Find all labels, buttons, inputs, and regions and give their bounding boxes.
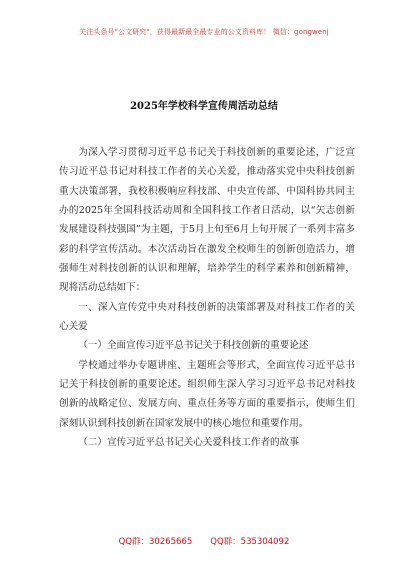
header-banner: 关注头条号"公文研究"，获得最新最全最专业的公文资料库！ 微信：gongwenj xyxy=(79,28,329,36)
footer-contact xyxy=(0,535,408,547)
footer-qq-group-2: QQ群：535304092 xyxy=(210,537,290,547)
section-heading-1: 一、深入宣传党中央对科技创新的决策部署及对科技工作者的关心关爱 xyxy=(59,301,355,333)
document-title: 2025年学校科学宣传周活动总结 xyxy=(130,101,278,112)
subsection-paragraph-1: 学校通过举办专题讲座、主题班会等形式，全面宣传习近平总书记关于科技创新的重要论述。组织师生深入学习习近平总书记对科技创新的战略定位、发展方向、重点任务等方面的重要指示，使师生们深刻认识到科技创新在国家发展中的核心地位和重要作用。 xyxy=(59,359,355,429)
subsection-heading-1: （一）全面宣传习近平总书记关于科技创新的重要论述 xyxy=(78,340,309,352)
intro-paragraph: 为深入学习贯彻习近平总书记关于科技创新的重要论述，广泛宣传习近平总书记对科技工作者的关心关爱，推动落实党中央科技创新重大决策部署，我校积极响应科技部、中央宣传部、中国科协共同主办的2025年全国科技活动周和全国科技工作者日活动，以“矢志创新发展建设科技强国”为主题，于5月上旬至6月上旬开展了一系列丰富多彩的科学宣传活动。本次活动旨在激发全校师生的创新创造活力，增强师生对科技创新的认识和理解，培养学生的科学素养和创新精神，现将活动总结如下： xyxy=(59,147,355,294)
footer-qq-group-1: QQ群：30265665 xyxy=(118,537,193,547)
subsection-heading-2: （二）宣传习近平总书记关心关爱科技工作者的故事 xyxy=(78,437,299,449)
document-body xyxy=(59,143,355,453)
